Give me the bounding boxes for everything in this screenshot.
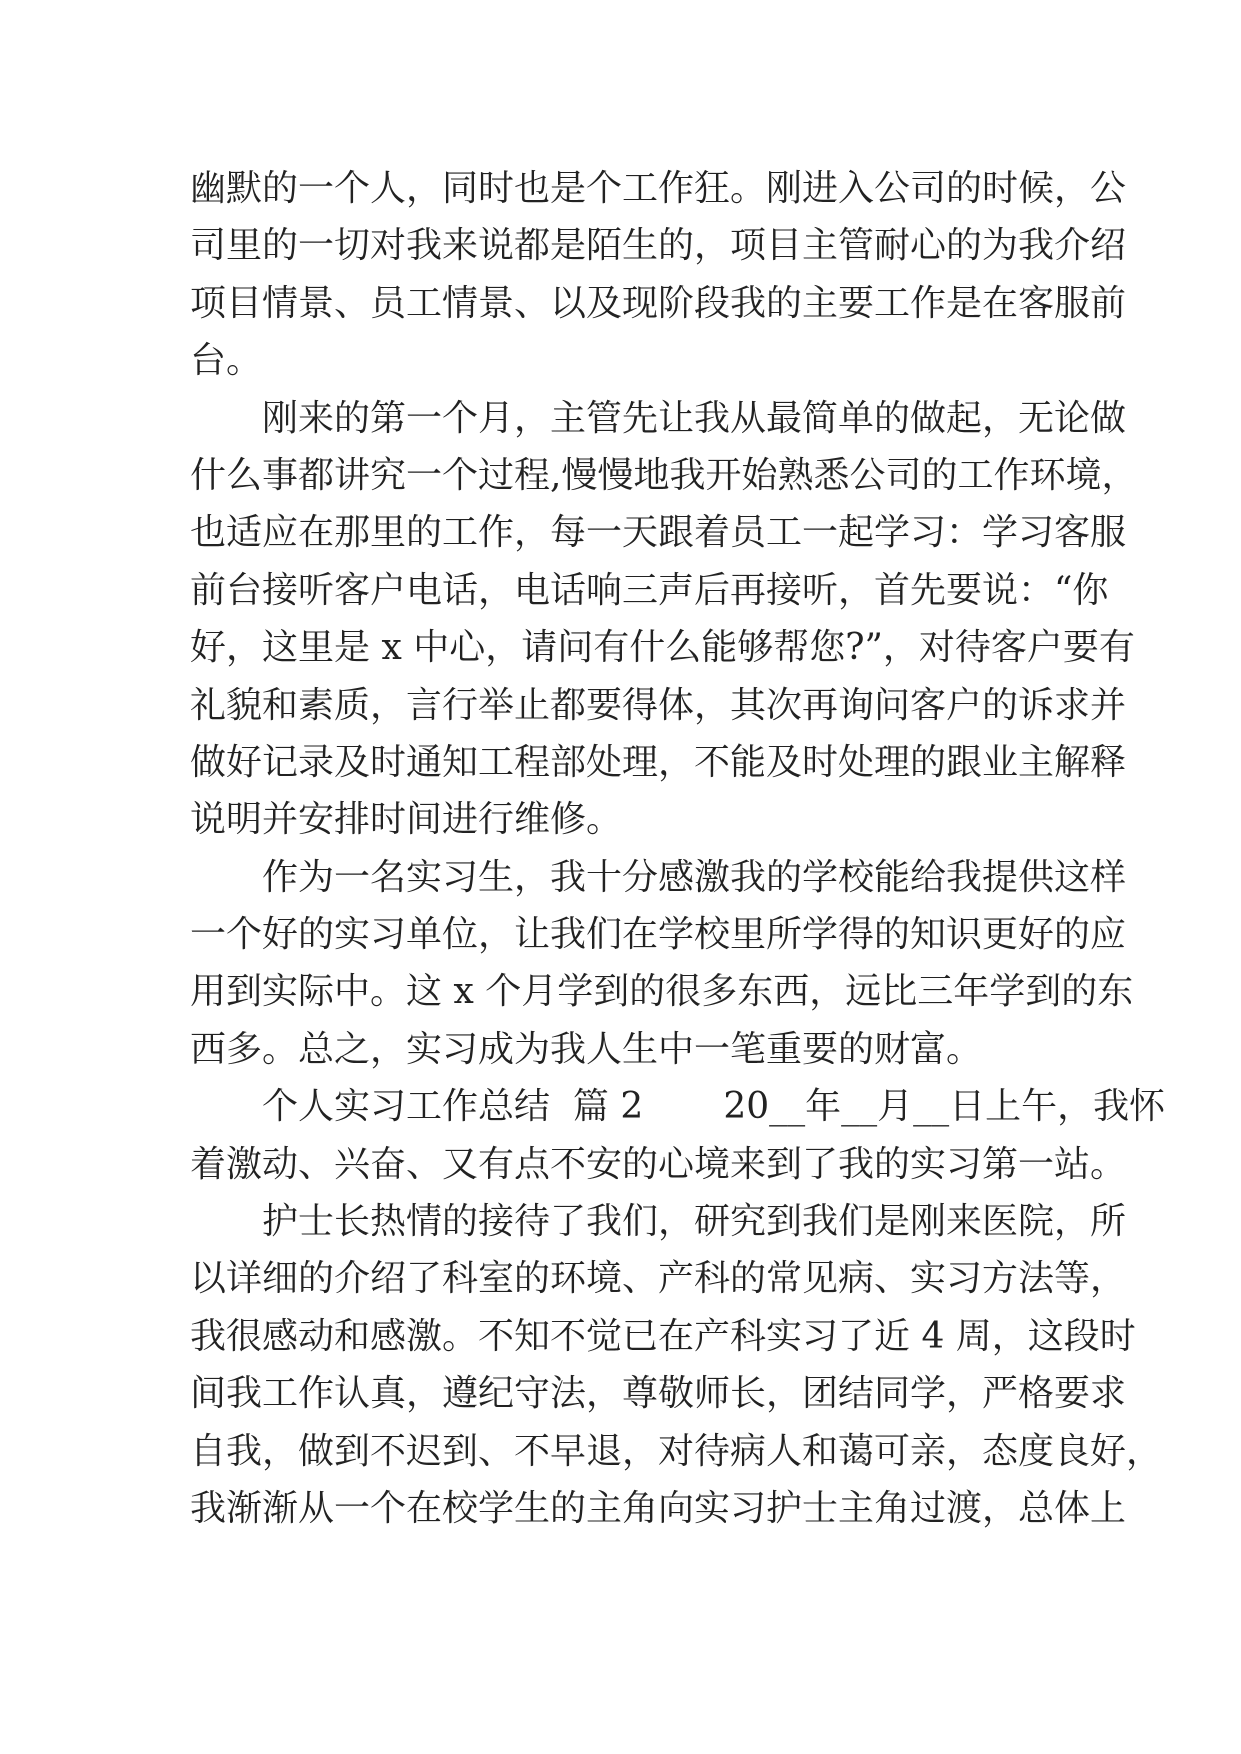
text-line: 用到实际中。这 x 个月学到的很多东西，远比三年学到的东 bbox=[190, 971, 1134, 1013]
paragraph-first-line: 作为一名实习生，我十分感激我的学校能给我提供这样 bbox=[262, 856, 1127, 898]
text-line: 做好记录及时通知工程部处理，不能及时处理的跟业主解释 bbox=[190, 741, 1127, 783]
paragraph-first-line: 护士长热情的接待了我们，研究到我们是刚来医院，所 bbox=[262, 1201, 1127, 1243]
text-line: 前台接听客户电话，电话响三声后再接听，首先要说：“你 bbox=[190, 569, 1109, 611]
paragraph-first-line: 刚来的第一个月，主管先让我从最简单的做起，无论做 bbox=[262, 397, 1127, 439]
text-line: 西多。总之，实习成为我人生中一笔重要的财富。 bbox=[190, 1028, 983, 1070]
text-line: 我渐渐从一个在校学生的主角向实习护士主角过渡，总体上 bbox=[190, 1487, 1127, 1529]
text-line: 项目情景、员工情景、以及现阶段我的主要工作是在客服前 bbox=[190, 282, 1127, 324]
text-line: 我很感动和感激。不知不觉已在产科实习了近 4 周，这段时 bbox=[190, 1315, 1136, 1357]
document-body bbox=[190, 160, 1166, 1537]
text-line: 什么事都讲究一个过程,慢慢地我开始熟悉公司的工作环境， bbox=[190, 454, 1138, 496]
text-line: 礼貌和素质，言行举止都要得体，其次再询问客户的诉求并 bbox=[190, 684, 1127, 726]
text-line: 间我工作认真，遵纪守法，尊敬师长，团结同学，严格要求 bbox=[190, 1373, 1127, 1415]
text-line: 也适应在那里的工作，每一天跟着员工一起学习：学习客服 bbox=[190, 512, 1127, 554]
text-line: 一个好的实习单位，让我们在学校里所学得的知识更好的应 bbox=[190, 914, 1127, 956]
text-line: 台。 bbox=[190, 340, 263, 382]
text-line: 幽默的一个人，同时也是个工作狂。刚进入公司的时候，公 bbox=[190, 168, 1127, 209]
text-line: 着激动、兴奋、又有点不安的心境来到了我的实习第一站。 bbox=[190, 1143, 1127, 1185]
text-line: 司里的一切对我来说都是陌生的，项目主管耐心的为我介绍 bbox=[190, 225, 1127, 267]
text-line: 好，这里是 x 中心，请问有什么能够帮您?”，对待客户要有 bbox=[190, 627, 1135, 669]
section-heading-line: 个人实习工作总结 篇 2 20__年__月__日上午，我怀 bbox=[262, 1086, 1166, 1128]
text-line: 自我，做到不迟到、不早退，对待病人和蔼可亲，态度良好， bbox=[190, 1430, 1163, 1472]
text-line: 以详细的介绍了科室的环境、产科的常见病、实习方法等， bbox=[190, 1258, 1127, 1300]
text-line: 说明并安排时间进行维修。 bbox=[190, 799, 623, 841]
